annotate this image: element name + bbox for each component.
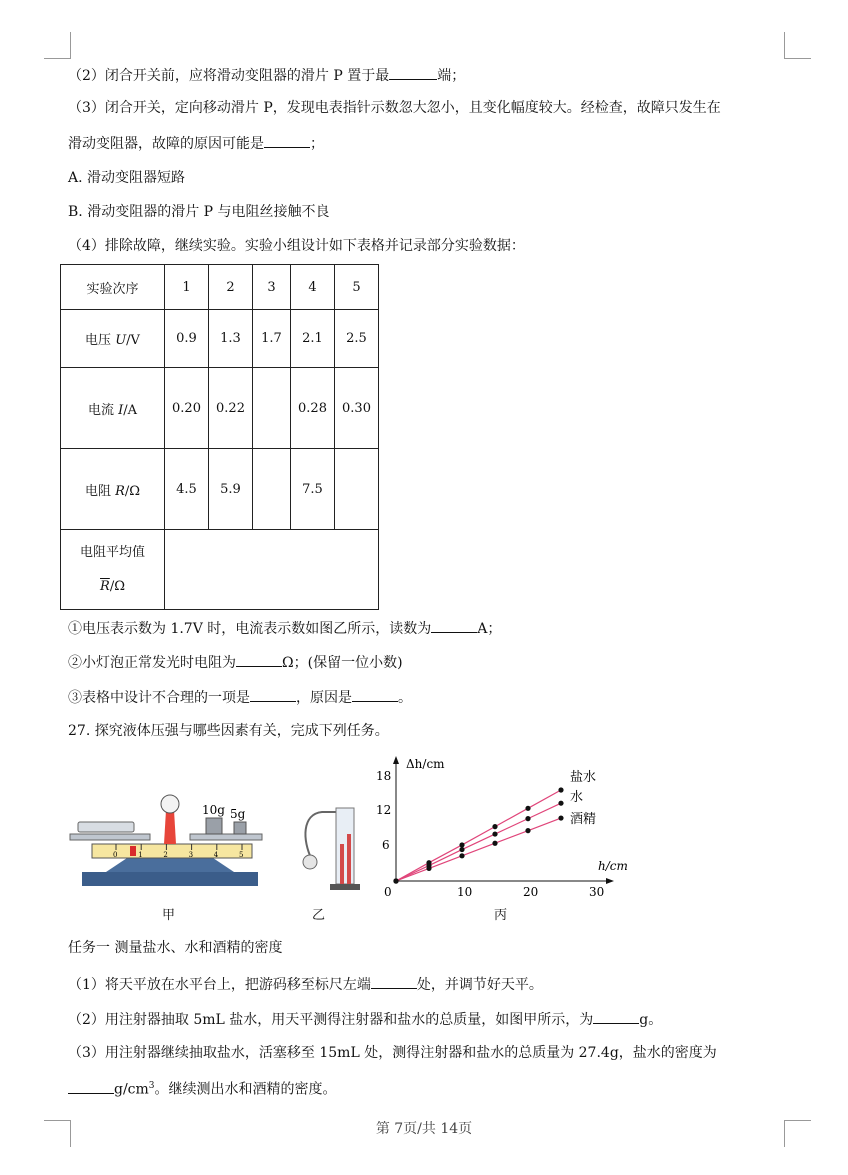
x-tick-label: 30 bbox=[589, 885, 605, 899]
balance-dial bbox=[161, 795, 179, 813]
y-tick-label: 6 bbox=[382, 838, 390, 852]
task-1-question-1: （1）将天平放在水平台上，把游码移至标尺左端 处，并调节好天平。 bbox=[68, 973, 543, 995]
table-cell bbox=[253, 368, 291, 449]
data-point bbox=[492, 831, 497, 836]
series-line-0 bbox=[396, 790, 561, 881]
answer-blank bbox=[371, 973, 417, 989]
task-1-question-3-line1: （3）用注射器继续抽取盐水，活塞移至 15mL 处，测得注射器和盐水的总质量为 27.4g，盐水的密度为 bbox=[68, 1045, 717, 1061]
table-cell bbox=[253, 449, 291, 530]
question-3-line1: （3）闭合开关，定向移动滑片 P，发现电表指针示数忽大忽小，且变化幅度较大。经检查，故障只发生在 bbox=[68, 100, 721, 116]
table-row bbox=[61, 449, 379, 530]
average-label: 电阻平均值 $\overline{R}/\Omega$ bbox=[61, 530, 165, 610]
table-cell: 1.7 bbox=[253, 310, 291, 368]
balance-left-pan bbox=[70, 834, 150, 840]
crop-mark-top-right bbox=[784, 32, 811, 59]
series-line-2 bbox=[396, 818, 561, 881]
question-27: 27. 探究液体压强与哪些因素有关，完成下列任务。 bbox=[68, 723, 389, 739]
table-cell bbox=[335, 449, 379, 530]
chart-marks bbox=[393, 787, 563, 883]
data-point bbox=[492, 841, 497, 846]
balance-pointer bbox=[164, 810, 176, 844]
data-point bbox=[393, 878, 398, 883]
table-row bbox=[61, 530, 379, 610]
data-point bbox=[558, 815, 563, 820]
origin-label: 0 bbox=[384, 885, 392, 899]
table-cell: 2.5 bbox=[335, 310, 379, 368]
x-axis-label: h/cm bbox=[598, 859, 628, 873]
option-b: B. 滑动变阻器的滑片 P 与电阻丝接触不良 bbox=[68, 204, 330, 220]
crop-mark-top-left bbox=[44, 32, 71, 59]
option-a: A. 滑动变阻器短路 bbox=[68, 170, 186, 186]
answer-blank bbox=[431, 617, 477, 633]
balance-right-pan bbox=[190, 834, 262, 840]
table-row bbox=[61, 368, 379, 449]
legend-water: 水 bbox=[570, 790, 584, 805]
table-cell: 1.3 bbox=[209, 310, 253, 368]
data-point bbox=[525, 828, 530, 833]
x-tick-label: 10 bbox=[457, 885, 473, 899]
syringe bbox=[78, 822, 134, 832]
sub-question-1: ①电压表示数为 1.7V 时，电流表示数如图乙所示，读数为 A； bbox=[68, 617, 501, 639]
scale-tick-label: 0 bbox=[113, 851, 118, 859]
table-cell: 2.1 bbox=[291, 310, 335, 368]
table-cell: 0.30 bbox=[335, 368, 379, 449]
answer-blank bbox=[389, 64, 437, 80]
data-table bbox=[60, 264, 379, 610]
manometer-right-liquid bbox=[347, 834, 351, 884]
y-tick-label: 18 bbox=[376, 769, 392, 783]
task-1-question-2: （2）用注射器抽取 5mL 盐水，用天平测得注射器和盐水的总质量，如图甲所示，为 g。 bbox=[68, 1008, 662, 1030]
series-line-1 bbox=[396, 803, 561, 881]
scale-tick-label: 4 bbox=[213, 851, 219, 859]
table-cell: 0.28 bbox=[291, 368, 335, 449]
data-point bbox=[558, 787, 563, 792]
table-row bbox=[61, 310, 379, 368]
table-header-cell: 2 bbox=[209, 265, 253, 310]
table-header-cell: 5 bbox=[335, 265, 379, 310]
scale-tick-label: 2 bbox=[163, 851, 168, 859]
answer-blank bbox=[593, 1008, 639, 1024]
question-3-line2: 滑动变阻器，故障的原因可能是 ； bbox=[68, 132, 324, 154]
chart-pressure bbox=[370, 754, 630, 904]
answer-blank bbox=[236, 651, 282, 667]
balance-rider bbox=[130, 846, 136, 856]
table-cell: 0.22 bbox=[209, 368, 253, 449]
weight-10g-label: 10g bbox=[202, 803, 225, 817]
figure-manometer bbox=[292, 800, 362, 892]
weight-5g bbox=[234, 822, 246, 834]
table-cell: 5.9 bbox=[209, 449, 253, 530]
question-4: （4）排除故障，继续实验。实验小组设计如下表格并记录部分实验数据： bbox=[68, 238, 525, 254]
x-tick-label: 20 bbox=[523, 885, 539, 899]
task-1-heading: 任务一 测量盐水、水和酒精的密度 bbox=[68, 940, 283, 956]
weight-10g bbox=[206, 818, 222, 834]
x-axis-arrow bbox=[606, 878, 614, 884]
data-point bbox=[459, 853, 464, 858]
table-header-cell: 3 bbox=[253, 265, 291, 310]
data-point bbox=[525, 816, 530, 821]
data-point bbox=[525, 806, 530, 811]
caption-yi: 乙 bbox=[312, 908, 326, 923]
data-point bbox=[558, 801, 563, 806]
figure-balance bbox=[66, 790, 276, 890]
voltage-label: 电压 U/V bbox=[61, 310, 165, 368]
y-tick-label: 12 bbox=[376, 803, 392, 817]
caption-jia: 甲 bbox=[162, 908, 176, 923]
sub-question-3: ③表格中设计不合理的一项是 ，原因是 。 bbox=[68, 686, 412, 708]
answer-blank bbox=[68, 1078, 114, 1094]
answer-blank bbox=[264, 132, 310, 148]
task-1-question-3-line2: $g/cm^3$。继续测出水和酒精的密度。 bbox=[68, 1076, 337, 1100]
table-header-cell: 1 bbox=[165, 265, 209, 310]
manometer-left-liquid bbox=[340, 844, 344, 884]
table-header-label: 实验次序 bbox=[61, 265, 165, 310]
y-axis-arrow bbox=[393, 756, 399, 764]
data-point bbox=[426, 866, 431, 871]
manometer-base bbox=[330, 884, 360, 890]
data-point bbox=[459, 847, 464, 852]
sub-question-2: ②小灯泡正常发光时电阻为 Ω；(保留一位小数) bbox=[68, 651, 403, 673]
manometer-frame bbox=[336, 808, 354, 884]
legend-saltwater: 盐水 bbox=[570, 770, 597, 785]
average-value-cell bbox=[165, 530, 379, 610]
rubber-tube bbox=[305, 812, 336, 860]
table-cell: 0.20 bbox=[165, 368, 209, 449]
answer-blank bbox=[352, 686, 398, 702]
table-row bbox=[61, 265, 379, 310]
data-point bbox=[459, 842, 464, 847]
table-cell: 4.5 bbox=[165, 449, 209, 530]
answer-blank bbox=[250, 686, 296, 702]
scale-tick-label: 1 bbox=[138, 851, 143, 859]
table-header-cell: 4 bbox=[291, 265, 335, 310]
caption-bing: 丙 bbox=[494, 908, 508, 923]
balance-base bbox=[82, 872, 258, 886]
probe bbox=[303, 855, 317, 869]
data-point bbox=[492, 824, 497, 829]
y-axis-label: Δh/cm bbox=[406, 757, 445, 771]
question-2: （2）闭合开关前，应将滑动变阻器的滑片 P 置于最 端； bbox=[68, 64, 465, 86]
scale-tick-label: 5 bbox=[239, 851, 244, 859]
table-cell: 7.5 bbox=[291, 449, 335, 530]
scale-tick-label: 3 bbox=[188, 851, 194, 859]
resistance-label: 电阻 R/Ω bbox=[61, 449, 165, 530]
table-cell: 0.9 bbox=[165, 310, 209, 368]
page-footer: 第 7页/共 14页 bbox=[375, 1121, 473, 1137]
weight-5g-label: 5g bbox=[230, 807, 246, 821]
current-label: 电流 I/A bbox=[61, 368, 165, 449]
legend-alcohol: 酒精 bbox=[570, 812, 597, 827]
